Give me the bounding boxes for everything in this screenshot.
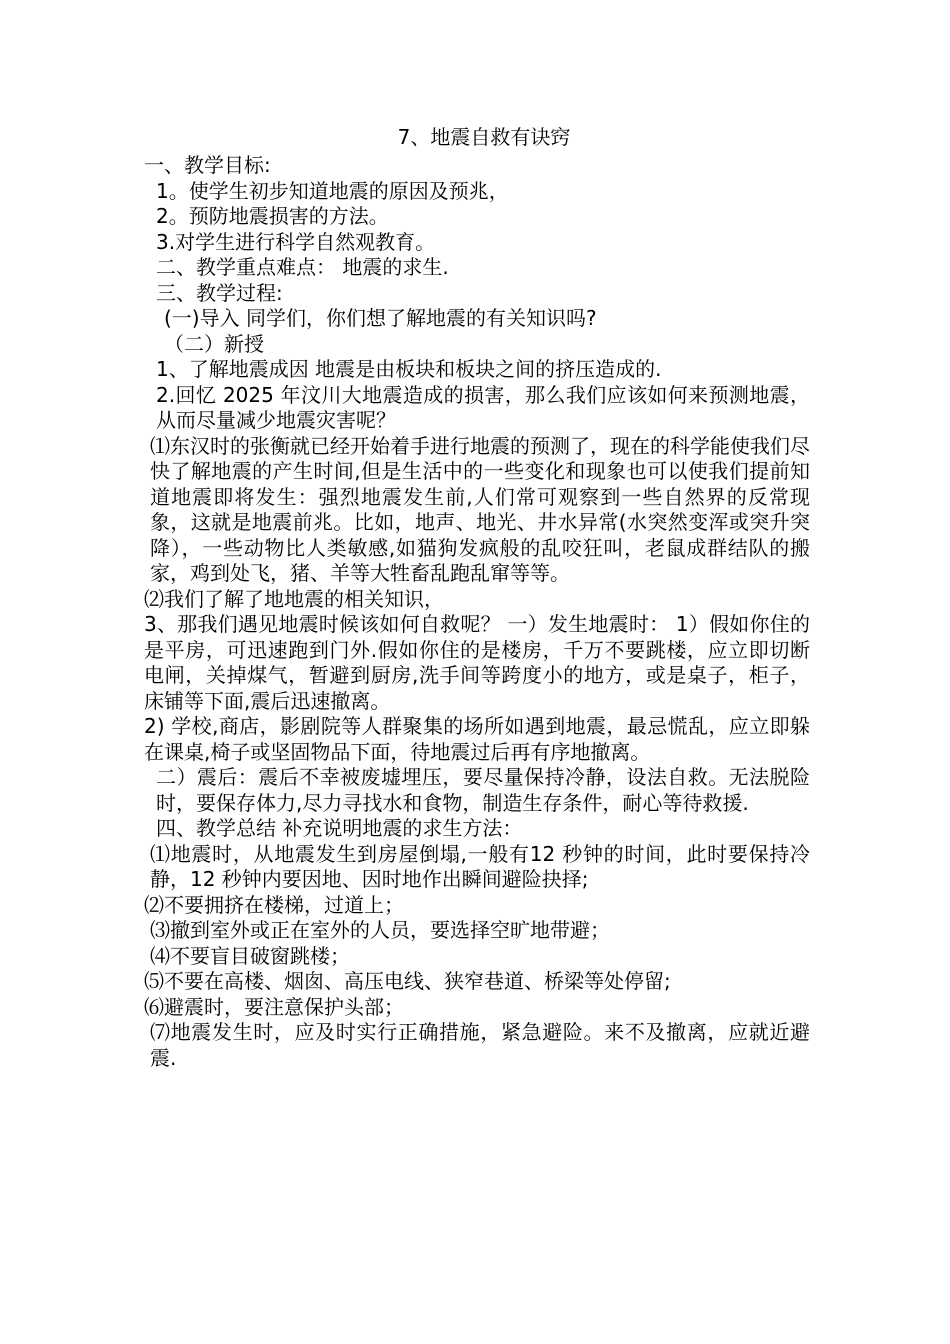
process-intro: (一)导入 同学们，你们想了解地震的有关知识吗? — [164, 306, 597, 330]
summary-item-3: ⑶撤到室外或正在室外的人员，要选择空旷地带避； — [150, 918, 610, 942]
document-page — [144, 122, 810, 1071]
lesson-item-1: 1、了解地震成因 地震是由板块和板块之间的挤压造成的. — [156, 357, 662, 381]
summary-item-1: ⑴地震时，从地震发生到房屋倒塌,一般有12 秒钟的时间，此时要保持冷静，12 秒钟内要因地、因时地作出瞬间避险抉择; — [150, 841, 810, 891]
summary-item-7: ⑺地震发生时，应及时实行正确措施，紧急避险。来不及撤离，应就近避震. — [150, 1020, 810, 1070]
lesson-paragraph-knowledge: ⑵我们了解了地地震的相关知识， — [144, 586, 444, 611]
process-new-lesson: （二）新授 — [164, 331, 264, 356]
summary-item-5: ⑸不要在高楼、烟囱、高压电线、狭窄巷道、桥梁等处停留; — [144, 969, 671, 993]
objective-item-1: 1。使学生初步知道地震的原因及预兆， — [156, 178, 509, 203]
section-heading-objectives: 一、教学目标: — [144, 153, 271, 177]
summary-item-2: ⑵不要拥挤在楼梯，过道上； — [144, 892, 404, 917]
lesson-paragraph-after-quake: 二）震后：震后不幸被废墟埋压，要尽量保持冷静，设法自救。无法脱险时，要保存体力,尽力寻找水和食物，制造生存条件，耐心等待救援. — [156, 765, 810, 815]
document-title: 7、地震自救有诀窍 — [397, 125, 571, 149]
lesson-item-3: 3、那我们遇见地震时候该如何自救呢？ 一）发生地震时： 1）假如你住的是平房，可迅速跑到门外.假如你住的是楼房，千万不要跳楼，应立即切断电闸，关掉煤气，暂避到厨房,洗手间等跨度小的地方，或是桌子，柜子，床铺等下面,震后迅速撤离。 — [144, 612, 810, 713]
section-heading-key-points: 二、教学重点难点： 地震的求生. — [156, 255, 449, 279]
section-heading-summary: 四、教学总结 补充说明地震的求生方法： — [156, 816, 523, 840]
section-heading-process: 三、教学过程: — [156, 280, 283, 305]
summary-item-4: ⑷不要盲目破窗跳楼； — [150, 943, 350, 968]
lesson-item-2: 2.回忆 2025 年汶川大地震造成的损害，那么我们应该如何来预测地震，从而尽量减少地震灾害呢？ — [156, 382, 810, 432]
lesson-paragraph-public-places: 2) 学校,商店，影剧院等人群聚集的场所如遇到地震，最忌慌乱，应立即躲在课桌,椅子或坚固物品下面，待地震过后再有序地撤离。 — [144, 714, 810, 764]
summary-item-6: ⑹避震时，要注意保护头部； — [144, 994, 404, 1019]
lesson-paragraph-prediction: ⑴东汉时的张衡就已经开始着手进行地震的预测了，现在的科学能使我们尽快了解地震的产生时间,但是生活中的一些变化和现象也可以使我们提前知道地震即将发生：强烈地震发生前,人们常可观察到一些自然界的反常现象，这就是地震前兆。比如，地声、地光、井水异常(水突然变浑或突升突降），一些动物比人类敏感,如猫狗发疯般的乱咬狂叫，老鼠成群结队的搬家，鸡到处飞，猪、羊等大牲畜乱跑乱窜等等。 — [150, 433, 810, 585]
objective-item-2: 2。预防地震损害的方法。 — [156, 204, 389, 228]
objective-item-3: 3.对学生进行科学自然观教育。 — [156, 229, 436, 254]
